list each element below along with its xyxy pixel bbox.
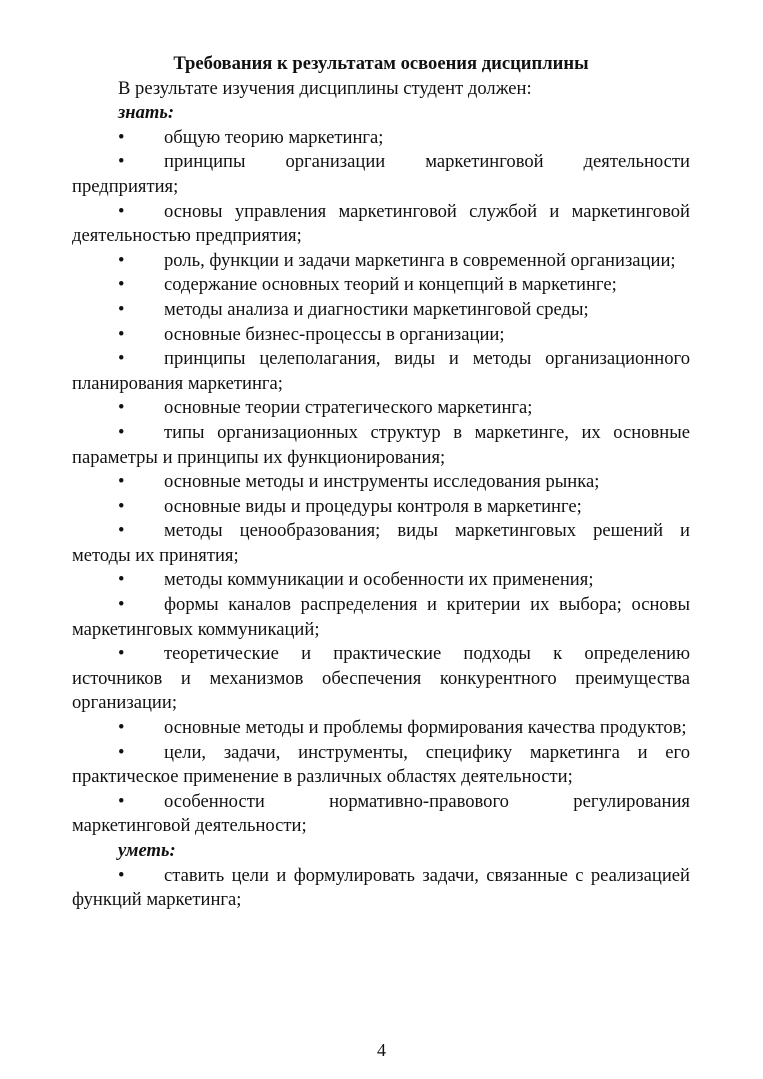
list-item <box>72 716 690 741</box>
document-title: Требования к результатам освоения дисциплины <box>173 53 589 74</box>
bullet-icon: • <box>118 200 125 222</box>
bullet-icon: • <box>118 421 125 443</box>
list-item <box>72 298 690 323</box>
document-page <box>72 52 690 913</box>
list-item-text: основные виды и процедуры контроля в маркетинге; <box>164 495 582 517</box>
list-item-text: основные методы и инструменты исследования рынка; <box>164 471 600 493</box>
list-item-text: типы организационных структур в маркетинге, их основные параметры и принципы их функционирования; <box>72 421 690 468</box>
bullet-icon: • <box>118 126 125 148</box>
list-item <box>72 864 690 913</box>
bullet-icon: • <box>118 348 125 370</box>
list-item-text: особенности нормативно-правового регулирования маркетинговой деятельности; <box>72 790 690 837</box>
bullet-icon: • <box>118 790 125 812</box>
list-item <box>72 150 690 199</box>
know-section-label: знать: <box>118 102 175 124</box>
list-item <box>72 470 690 495</box>
list-item <box>72 200 690 249</box>
bullet-icon: • <box>118 594 125 616</box>
list-item-text: принципы организации маркетинговой деятельности предприятия; <box>72 151 690 197</box>
list-item <box>72 249 690 274</box>
list-item <box>72 741 690 790</box>
bullet-icon: • <box>118 864 125 886</box>
list-item-text: основы управления маркетинговой службой и маркетинговой деятельностью предприятия; <box>72 200 690 247</box>
bullet-icon: • <box>118 643 125 665</box>
list-item-text: основные методы и проблемы формирования качества продуктов; <box>164 717 687 739</box>
list-item-text: формы каналов распределения и критерии их выбора; основы маркетинговых коммуникаций; <box>72 594 690 640</box>
bullet-icon: • <box>118 274 125 296</box>
list-item-text: ставить цели и формулировать задачи, связанные с реализацией функций маркетинга; <box>72 864 690 911</box>
list-item <box>72 421 690 470</box>
bullet-icon: • <box>118 520 125 542</box>
bullet-icon: • <box>118 323 125 345</box>
page-number: 4 <box>377 1040 386 1060</box>
list-item-text: методы ценообразования; виды маркетинговых решений и методы их принятия; <box>72 520 690 566</box>
list-item <box>72 568 690 593</box>
list-item-text: основные бизнес-процессы в организации; <box>164 323 505 345</box>
list-item <box>72 396 690 421</box>
list-item-text: цели, задачи, инструменты, специфику маркетинга и его практическое применение в различных областях деятельности; <box>72 741 690 788</box>
bullet-icon: • <box>118 298 125 320</box>
bullet-icon: • <box>118 151 125 173</box>
intro-text: В результате изучения дисциплины студент должен: <box>118 77 532 99</box>
list-item-text: общую теорию маркетинга; <box>164 126 384 148</box>
list-item-text: роль, функции и задачи маркетинга в современной организации; <box>164 249 676 271</box>
list-item-text: методы анализа и диагностики маркетинговой среды; <box>164 298 589 320</box>
list-item <box>72 347 690 396</box>
bullet-icon: • <box>118 249 125 271</box>
list-item-text: теоретические и практические подходы к определению источников и механизмов обеспечения конкурентного преимущества организации; <box>72 643 690 714</box>
list-item <box>72 593 690 642</box>
able-section-label: уметь: <box>118 840 176 861</box>
bullet-icon: • <box>118 471 125 493</box>
list-item <box>72 642 690 716</box>
bullet-icon: • <box>118 569 125 591</box>
bullet-icon: • <box>118 717 125 739</box>
list-item-text: содержание основных теорий и концепций в маркетинге; <box>164 274 617 296</box>
list-item-text: методы коммуникации и особенности их применения; <box>164 569 594 591</box>
bullet-icon: • <box>118 741 125 763</box>
bullet-icon: • <box>118 397 125 419</box>
bullet-icon: • <box>118 495 125 517</box>
able-list <box>72 864 690 913</box>
list-item <box>72 126 690 151</box>
list-item <box>72 273 690 298</box>
list-item <box>72 495 690 520</box>
list-item-text: принципы целеполагания, виды и методы организационного планирования маркетинга; <box>72 348 690 394</box>
list-item-text: основные теории стратегического маркетинга; <box>164 397 533 419</box>
list-item <box>72 790 690 839</box>
list-item <box>72 323 690 348</box>
list-item <box>72 519 690 568</box>
know-list <box>72 126 690 839</box>
